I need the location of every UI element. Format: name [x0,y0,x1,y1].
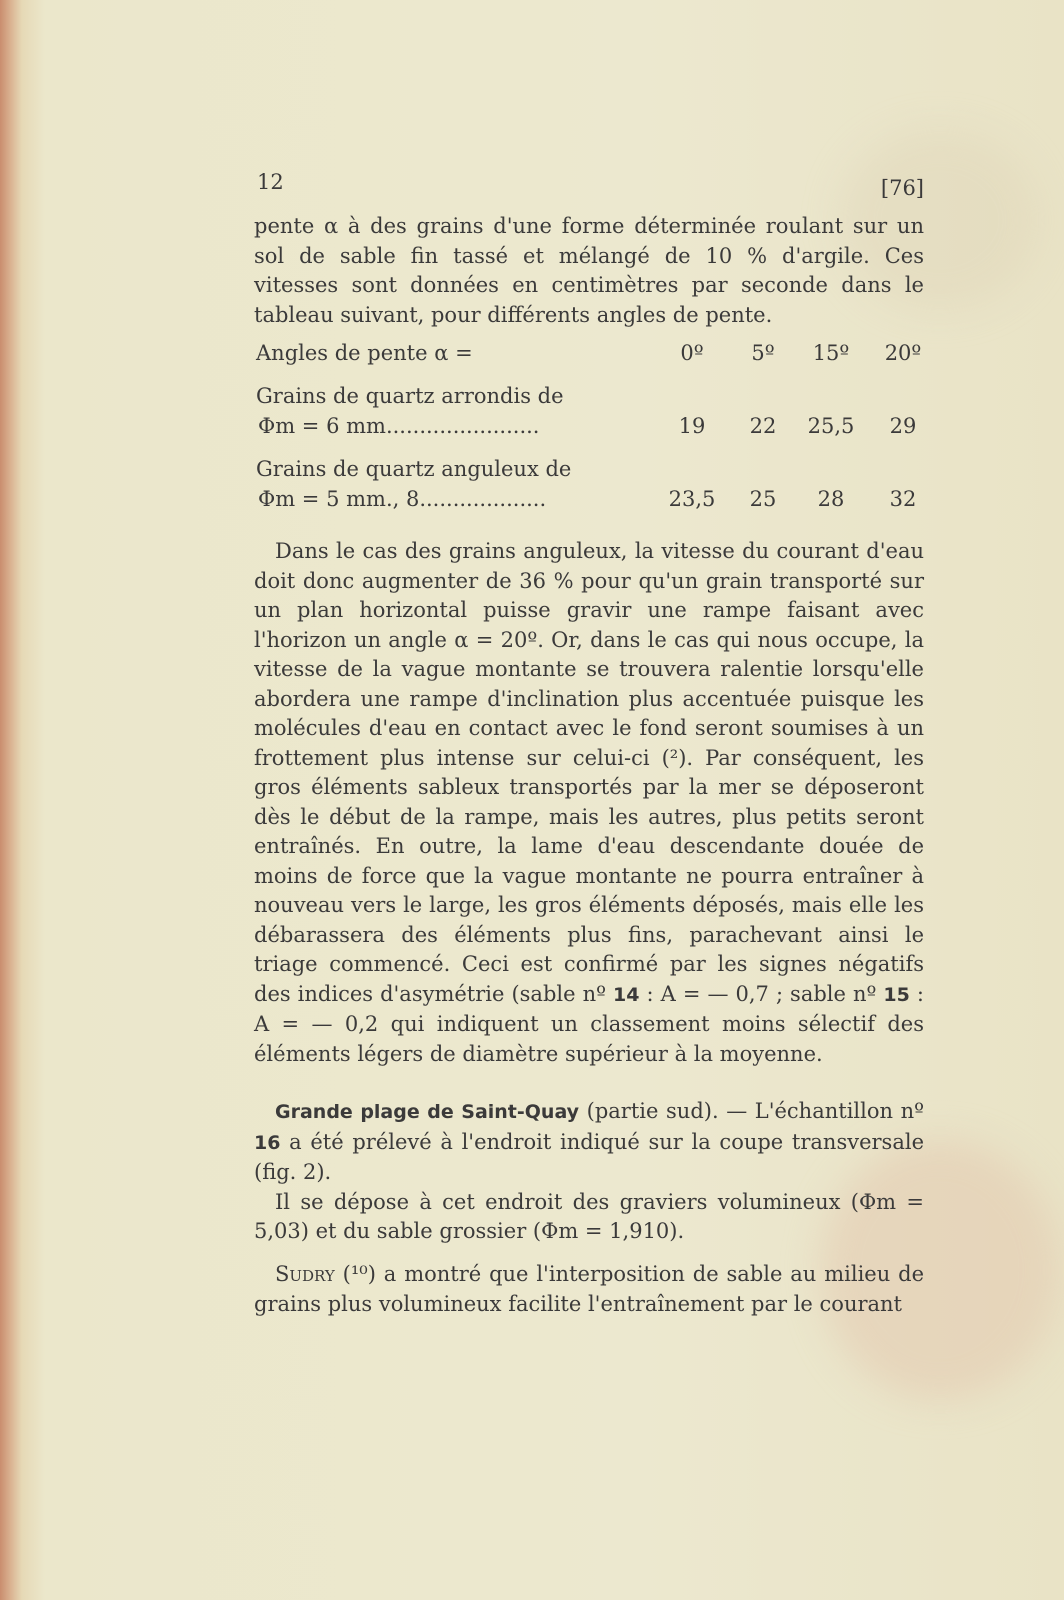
paragraph-text: Il se dépose à cet endroit des graviers volumineux (Φm = 5,03) et du sable grossier (Φm = 1,910). [254,1189,924,1243]
row-label: Grains de quartz anguleux de [256,457,572,481]
paragraph-text: : A = — 0,2 qui indiquent un classement moins sélectif des éléments légers de diamètre supérieur à la moyenne. [254,981,924,1066]
row-label: Φm = 5 mm., 8................... [258,487,547,511]
table-cell: 22 [749,414,777,438]
table-row [256,414,926,444]
table-cell: 28 [817,487,845,511]
table-row [256,457,926,487]
angle-15: 15º [812,341,850,365]
angle-5: 5º [751,341,775,365]
sample-number: 14 [613,983,640,1006]
table-cell: 19 [678,414,706,438]
speed-table [256,341,926,517]
bracket-page-number: [76] [880,176,924,200]
table-cell: 25,5 [807,414,855,438]
row-label: Grains de quartz arrondis de [256,384,564,408]
paragraph-text: a été prélevé à l'endroit indiqué sur la coupe transversale (fig. 2). [254,1129,924,1184]
page-number: 12 [257,170,284,194]
angles-label: Angles de pente α = [256,341,473,365]
table-cell: 29 [889,414,917,438]
paragraph-text: Dans le cas des grains anguleux, la vitesse du courant d'eau doit donc augmenter de 36 % pour qu'un grain transporté sur un plan horizontal puisse gravir une rampe faisant avec l'horizon un angle α = 20º. Or, dans le cas qui nous occupe, la vitesse de la vague montante se trouvera ralentie lorsqu'elle abordera une rampe d'inclination plus accentuée puisque les molécules d'eau en contact avec le fond seront soumises à un frottement plus intense sur celui-ci (²). Par conséquent, les gros éléments sableux transportés par la mer se déposeront dès le début de la rampe, mais les autres, plus petits seront entraînés. En outre, la lame d'eau descendante douée de moins de force que la vague montante ne pourra entraîner à nouveau vers le large, les gros éléments déposés, mais elle les débarassera des éléments plus fins, parachevant ainsi le triage commencé. Ceci est confirmé par les signes négatifs des indices d'asymétrie (sable nº [254,539,924,1006]
table-cell: 23,5 [668,487,716,511]
body-paragraph [254,1260,924,1319]
table-row [256,384,926,414]
table-row [256,487,926,517]
angle-0: 0º [680,341,704,365]
paragraph-text: (¹⁰) a montré que l'interposition de sable au milieu de grains plus volumineux facilite l'entraînement par le courant [254,1262,924,1316]
table-cell: 25 [749,487,777,511]
paragraph-text: (partie sud). — L'échantillon nº [579,1099,924,1123]
author-name: Sudry [275,1262,335,1286]
intro-paragraph: pente α à des grains d'une forme déterminée roulant sur un sol de sable fin tassé et mélangé de 10 % d'argile. Ces vitesses sont données en centimètres par seconde dans le tableau suivant, pour différents angles de pente. [254,214,924,327]
paragraph-text: : A = — 0,7 ; sable nº [639,981,884,1006]
row-label: Φm = 6 mm....................... [258,414,540,438]
table-cell: 32 [889,487,917,511]
sample-number: 15 [883,983,910,1006]
sample-number: 16 [254,1131,281,1154]
table-header-row [256,341,926,371]
angle-20: 20º [884,341,922,365]
body-paragraph [254,537,924,1069]
section-title: Grande plage de Saint-Quay [275,1101,580,1123]
section-paragraph [254,1097,924,1247]
